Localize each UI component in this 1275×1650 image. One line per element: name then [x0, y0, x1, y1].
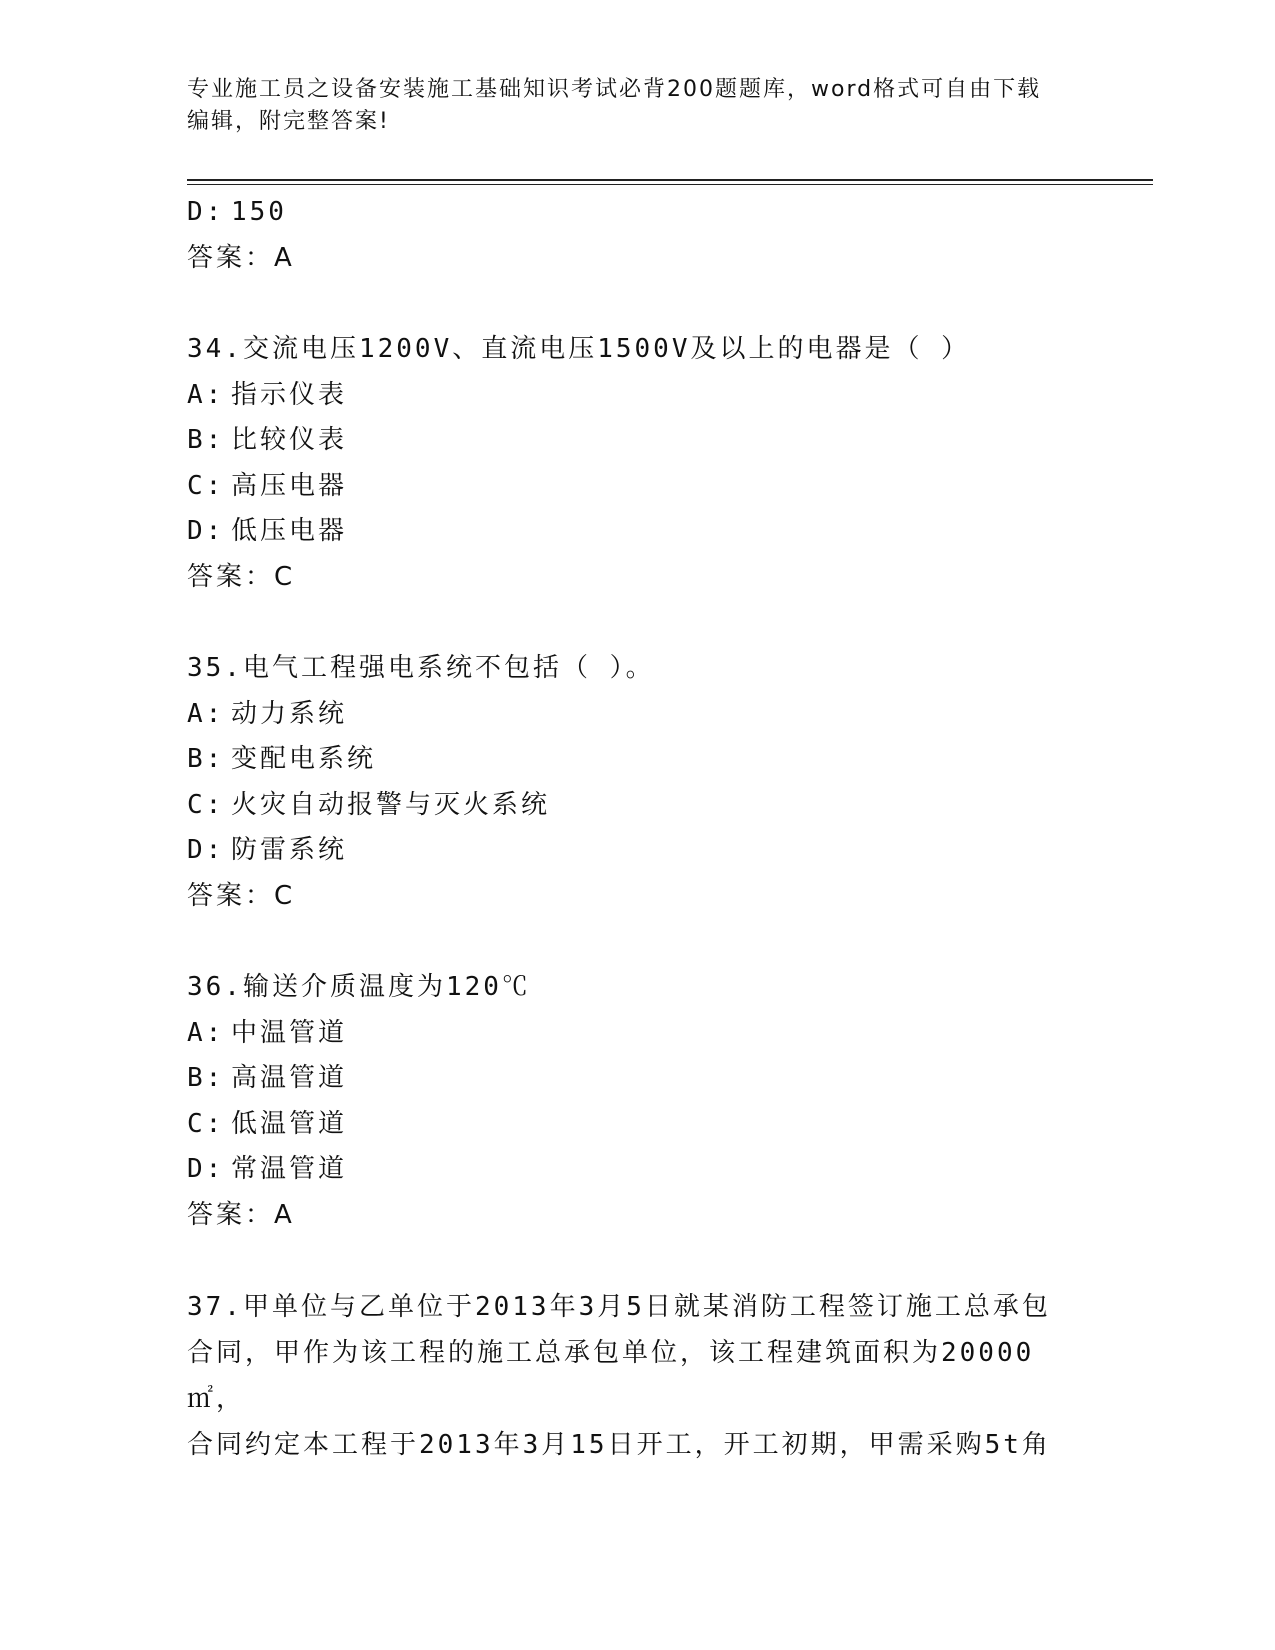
- option-letter: B:: [187, 1063, 225, 1093]
- option-text: 火灾自动报警与灭火系统: [231, 789, 551, 820]
- option-letter: B:: [187, 425, 225, 455]
- question-35-option-a: [187, 692, 1087, 738]
- question-37-line-3: 合同约定本工程于2013年3月15日开工，开工初期，甲需采购5t角: [187, 1430, 1051, 1460]
- header-line-2: 编辑，附完整答案!: [187, 109, 390, 134]
- option-letter: A:: [187, 1017, 225, 1048]
- option-letter: D:: [187, 197, 225, 227]
- question-35-option-d: [187, 828, 1087, 874]
- question-37-line-1: 37.甲单位与乙单位于2013年3月5日就某消防工程签订施工总承包: [187, 1292, 1051, 1322]
- question-36-option-a: [187, 1011, 1087, 1057]
- header-line-1: 专业施工员之设备安装施工基础知识考试必背200题题库，word格式可自由下载: [187, 77, 1042, 102]
- question-37-stem: [187, 1284, 1067, 1468]
- question-34-stem: 34.交流电压1200V、直流电压1500V及以上的电器是（ ）: [187, 334, 971, 364]
- header-rule-thin: [187, 184, 1153, 185]
- option-text: 高温管道: [231, 1063, 348, 1093]
- option-letter: A:: [187, 698, 225, 729]
- question-34-option-a: [187, 373, 1087, 419]
- question-35-option-b: [187, 737, 1087, 783]
- prev-option-d: [187, 190, 1087, 236]
- question-36-stem: 36.输送介质温度为120℃: [187, 972, 531, 1002]
- question-34-option-b: [187, 418, 1087, 464]
- spacer: [187, 919, 1087, 965]
- spacer: [187, 281, 1087, 327]
- question-36-option-c: [187, 1102, 1087, 1148]
- spacer: [187, 1238, 1087, 1284]
- question-34-option-d: [187, 509, 1087, 555]
- option-letter: C:: [187, 1108, 225, 1139]
- option-letter: B:: [187, 744, 225, 774]
- question-37-line-2: 合同，甲作为该工程的施工总承包单位，该工程建筑面积为20000㎡，: [187, 1338, 1035, 1414]
- question-content: [187, 190, 1087, 1468]
- question-36-option-b: [187, 1056, 1087, 1102]
- option-letter: D:: [187, 835, 225, 865]
- question-36-answer: 答案：A: [187, 1199, 295, 1230]
- option-text: 低压电器: [231, 516, 348, 546]
- document-header: [187, 74, 1077, 138]
- prev-answer: 答案：A: [187, 242, 295, 273]
- option-text: 150: [231, 197, 287, 227]
- option-letter: C:: [187, 789, 225, 820]
- question-36-option-d: [187, 1147, 1087, 1193]
- spacer: [187, 600, 1087, 646]
- option-letter: D:: [187, 516, 225, 546]
- option-letter: C:: [187, 470, 225, 501]
- option-text: 比较仪表: [231, 425, 348, 455]
- option-text: 高压电器: [231, 470, 348, 501]
- option-text: 指示仪表: [231, 379, 348, 410]
- option-text: 常温管道: [231, 1154, 348, 1184]
- option-text: 低温管道: [231, 1108, 348, 1139]
- header-rule-thick: [187, 179, 1153, 181]
- question-35-option-c: [187, 783, 1087, 829]
- option-text: 中温管道: [231, 1017, 348, 1048]
- question-35-stem: 35.电气工程强电系统不包括（ ）。: [187, 653, 655, 683]
- option-text: 变配电系统: [231, 744, 377, 774]
- option-letter: A:: [187, 379, 225, 410]
- option-text: 动力系统: [231, 698, 348, 729]
- option-text: 防雷系统: [231, 835, 348, 865]
- question-34-answer: 答案：C: [187, 561, 296, 592]
- question-35-answer: 答案：C: [187, 880, 296, 911]
- option-letter: D:: [187, 1154, 225, 1184]
- question-34-option-c: [187, 464, 1087, 510]
